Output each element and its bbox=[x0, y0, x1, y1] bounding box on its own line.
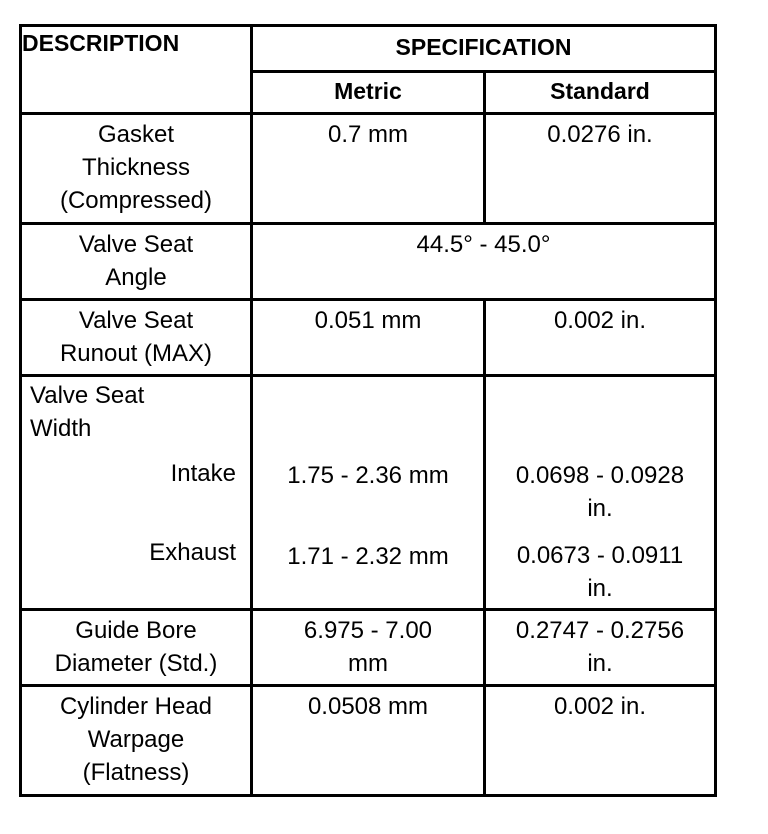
header-row bbox=[21, 26, 716, 72]
desc-line: (Flatness) bbox=[82, 758, 190, 786]
desc-line: Warpage bbox=[87, 725, 185, 753]
value-text: 0.0508 mm bbox=[307, 692, 429, 720]
gasket-standard bbox=[484, 114, 715, 224]
exhaust-standard: 0.0673 - 0.0911 bbox=[516, 542, 684, 570]
value-line: 0.2747 - 0.2756 bbox=[515, 616, 685, 644]
desc-line: Angle bbox=[105, 264, 167, 292]
table-row-seat-angle bbox=[21, 224, 716, 300]
table-row-warpage bbox=[21, 685, 716, 795]
value-text: 0.0276 in. bbox=[547, 121, 653, 149]
table-row-seat-runout bbox=[21, 300, 716, 376]
guide-bore-standard bbox=[484, 609, 715, 685]
desc-line: Runout (MAX) bbox=[59, 340, 213, 368]
seat-width-description bbox=[21, 376, 252, 609]
intake-label: Intake bbox=[170, 460, 236, 488]
seat-runout-metric bbox=[251, 300, 484, 376]
value-text: 44.5° - 45.0° bbox=[416, 231, 551, 259]
seat-runout-description bbox=[21, 300, 252, 376]
value-text: 0.7 mm bbox=[327, 121, 408, 149]
value-line: 6.975 - 7.00 bbox=[303, 616, 433, 644]
seat-runout-standard bbox=[484, 300, 715, 376]
warpage-metric bbox=[251, 685, 484, 795]
value-line: in. bbox=[587, 649, 613, 677]
warpage-standard bbox=[484, 685, 715, 795]
desc-line: Valve Seat bbox=[78, 307, 194, 335]
desc-line: Gasket bbox=[97, 121, 174, 149]
gasket-description bbox=[21, 114, 252, 224]
exhaust-metric: 1.71 - 2.32 mm bbox=[287, 543, 449, 571]
seat-angle-description bbox=[21, 224, 252, 300]
desc-line: Guide Bore bbox=[75, 616, 197, 644]
description-header: DESCRIPTION bbox=[21, 26, 252, 114]
warpage-description bbox=[21, 685, 252, 795]
specification-header: SPECIFICATION bbox=[251, 26, 715, 72]
exhaust-standard-unit: in. bbox=[587, 575, 613, 603]
value-line: mm bbox=[347, 649, 388, 677]
desc-line: Valve Seat bbox=[78, 231, 194, 259]
desc-line: Cylinder Head bbox=[59, 692, 213, 720]
table-row-guide-bore bbox=[21, 609, 716, 685]
desc-line: Width bbox=[30, 415, 92, 443]
intake-standard-unit: in. bbox=[587, 495, 613, 523]
seat-width-metric bbox=[251, 376, 484, 609]
seat-width-standard bbox=[484, 376, 715, 609]
guide-bore-metric bbox=[251, 609, 484, 685]
desc-line: Diameter (Std.) bbox=[54, 649, 218, 677]
desc-line: Thickness bbox=[81, 154, 191, 182]
desc-line: (Compressed) bbox=[59, 187, 213, 215]
specification-table bbox=[19, 24, 717, 797]
exhaust-label: Exhaust bbox=[149, 539, 236, 567]
metric-header: Metric bbox=[251, 72, 484, 114]
desc-line: Valve Seat bbox=[30, 382, 145, 410]
gasket-metric bbox=[251, 114, 484, 224]
standard-header: Standard bbox=[484, 72, 715, 114]
seat-angle-value bbox=[251, 224, 715, 300]
value-text: 0.002 in. bbox=[553, 307, 647, 335]
intake-metric: 1.75 - 2.36 mm bbox=[287, 462, 449, 490]
table-row-seat-width bbox=[21, 376, 716, 609]
intake-standard: 0.0698 - 0.0928 bbox=[515, 462, 685, 490]
value-text: 0.002 in. bbox=[553, 692, 647, 720]
value-text: 0.051 mm bbox=[314, 307, 422, 335]
guide-bore-description bbox=[21, 609, 252, 685]
table-row-gasket bbox=[21, 114, 716, 224]
